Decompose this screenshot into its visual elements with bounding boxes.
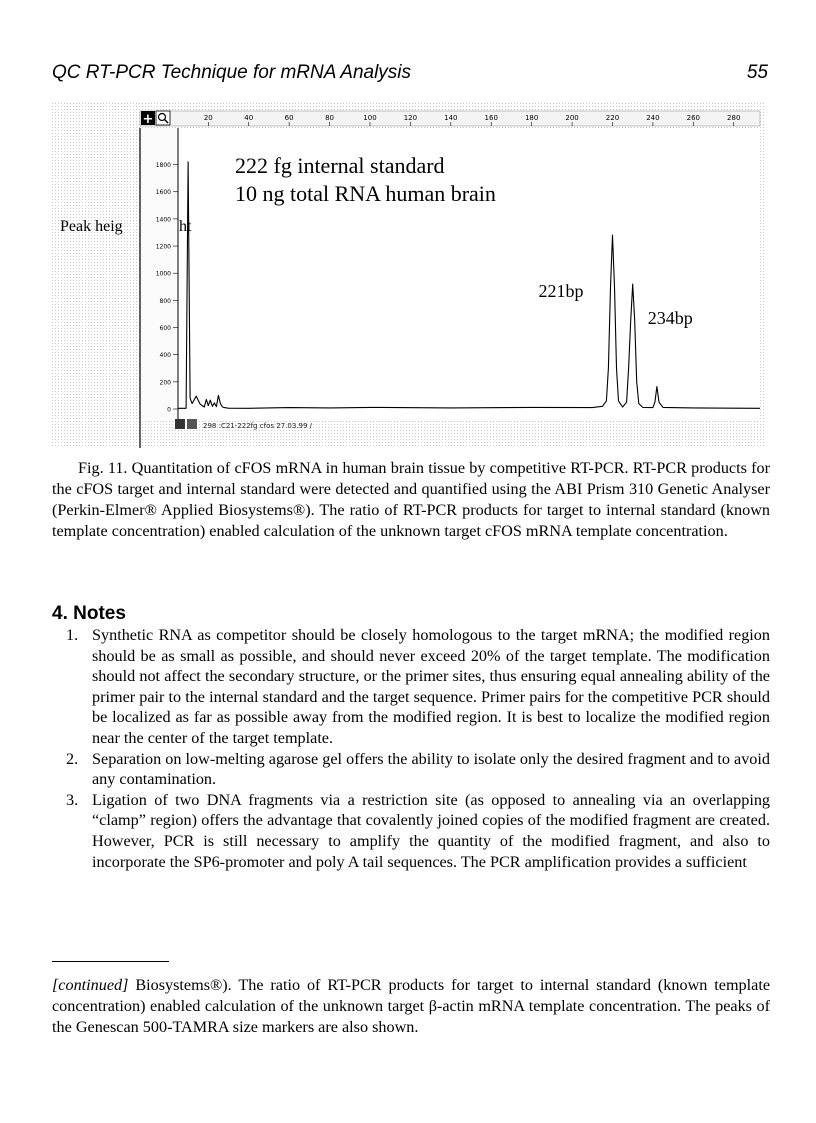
footnote-text: Biosystems®). The ratio of RT-PCR products for target to internal standard (known template concentration) enabled calculation of the unknown target β-actin mRNA template concentration. The peaks of the Genescan 500-TAMRA size markers are also shown. [52, 976, 770, 1036]
plus-icon: + [142, 112, 154, 127]
note-number: 3. [66, 790, 79, 809]
zoom-button[interactable] [156, 111, 170, 125]
running-head-title: QC RT-PCR Technique for mRNA Analysis [52, 62, 412, 83]
y-tick-label: 400 [159, 352, 171, 360]
status-icon-2 [187, 419, 197, 429]
note-number: 2. [66, 749, 79, 768]
notes-list [52, 625, 770, 872]
note-number: 1. [66, 626, 79, 644]
plus-button[interactable] [141, 111, 155, 127]
x-tick-label: 220 [605, 114, 620, 122]
y-tick-label: 1400 [155, 216, 171, 224]
annotation-line-2: 10 ng total RNA human brain [235, 181, 496, 206]
x-tick-label: 20 [203, 114, 213, 122]
note-item [52, 749, 770, 790]
note-item [52, 625, 770, 749]
x-tick-label: 140 [444, 114, 458, 122]
plot-area [140, 128, 760, 419]
y-axis-label-inside: ht [179, 218, 192, 235]
footnote-continued-label: [continued] [52, 976, 129, 994]
note-text: Separation on low-melting agarose gel offers the ability to isolate only the desired fragment and to avoid any contamination. [92, 749, 770, 789]
y-tick-label: 0 [167, 406, 171, 414]
notes-heading: 4. Notes [52, 603, 126, 624]
x-tick-label: 160 [484, 114, 498, 122]
peak-label-221bp: 221bp [538, 281, 584, 302]
footnote-rule [52, 961, 169, 962]
x-tick-label: 280 [727, 114, 741, 122]
y-tick-label: 1000 [155, 270, 171, 278]
x-tick-label: 100 [363, 114, 377, 122]
y-tick-label: 800 [159, 297, 171, 305]
status-icon-1 [175, 419, 185, 429]
x-tick-label: 80 [325, 114, 335, 122]
y-tick-label: 600 [159, 325, 171, 333]
footnote [52, 975, 770, 1038]
y-tick-label: 200 [159, 379, 171, 387]
y-axis-label-outside: Peak heig [60, 218, 123, 235]
x-tick-label: 120 [403, 114, 418, 122]
x-tick-label: 260 [686, 114, 700, 122]
x-tick-label: 60 [284, 114, 294, 122]
note-text: Synthetic RNA as competitor should be closely homologous to the target mRNA; the modified region should be as small as possible, and should never exceed 20% of the target template. The modification should not affect the secondary structure, or the primer sites, thus ensuring equal annealing ability of the primer pair to the internal standard and the target sequence. Primer pairs for the competitive PCR should be localized as far as possible away from the modified region. It is best to localize the modified region near the center of the target template. [92, 626, 770, 747]
x-tick-label: 40 [244, 114, 254, 122]
x-tick-label: 200 [565, 114, 579, 122]
annotation-line-1: 222 fg internal standard [235, 153, 445, 178]
x-tick-label: 180 [524, 114, 539, 122]
y-tick-label: 1200 [155, 243, 171, 251]
y-tick-label: 1800 [155, 162, 171, 170]
x-tick-label: 240 [646, 114, 660, 122]
status-text: 298 :C21-222fg cfos 27.03.99 / [203, 422, 312, 430]
note-text: Ligation of two DNA fragments via a restriction site (as opposed to annealing via an overlapping “clamp” region) offers the advantage that covalently joined copies of the modified fragment are created. However, PCR is still necessary to amplify the quantity of the modified fragment, and also to incorporate the SP6-promoter and poly A tail sequences. The PCR amplification provides a sufficient [92, 790, 770, 871]
running-head [52, 62, 768, 88]
page-number: 55 [746, 62, 768, 83]
electropherogram-chart [52, 103, 764, 448]
peak-label-234bp: 234bp [647, 308, 693, 329]
y-tick-label: 1600 [155, 189, 171, 197]
note-item [52, 790, 770, 872]
figure-caption: Fig. 11. Quantitation of cFOS mRNA in human brain tissue by competitive RT-PCR. RT-PCR products for the cFOS target and internal standard were detected and quantified using the ABI Prism 310 Genetic Analyser (Perkin-Elmer® Applied Biosystems®). The ratio of RT-PCR products for target to internal standard (known template concentration) enabled calculation of the unknown target cFOS mRNA template concentration. [52, 459, 770, 540]
figure [52, 103, 764, 448]
